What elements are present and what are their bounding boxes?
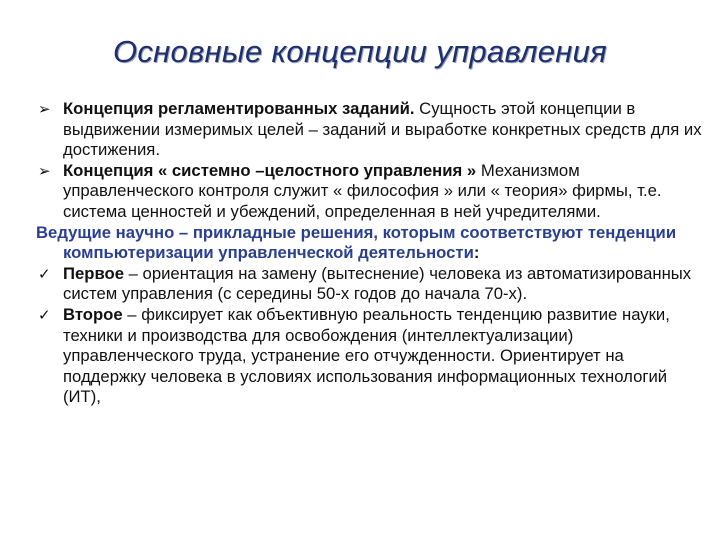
bullet-item-1 bbox=[36, 99, 704, 161]
bullet-item-1-bold: Концепция регламентированных заданий. bbox=[63, 99, 415, 118]
check-item-2-bold: Второе bbox=[63, 304, 123, 324]
section-heading-paragraph bbox=[36, 223, 704, 264]
check-item-1-text: – ориентация на замену (вытеснение) человека из автоматизированных систем управления (с середины 50-х годов до начала 70-х). bbox=[63, 263, 692, 304]
arrow-bullet-icon: ➢ bbox=[38, 161, 51, 180]
bullet-item-2 bbox=[36, 161, 704, 223]
check-bullet-icon: ✓ bbox=[38, 305, 51, 324]
bullet-item-2-text: Механизмом управленческого контроля служит « философия » или « теория» фирмы, т.е. система ценностей и убеждений, определенная в ней учредителями. bbox=[63, 160, 662, 221]
section-heading-colon: : bbox=[473, 243, 480, 263]
check-bullet-icon: ✓ bbox=[38, 264, 51, 283]
check-item-1 bbox=[36, 264, 704, 305]
section-heading-text: Ведущие научно – прикладные решения, которым соответствуют тенденции компьютеризации управленческой деятельности bbox=[36, 222, 677, 263]
arrow-bullet-icon: ➢ bbox=[38, 100, 51, 118]
check-item-1-bold: Первое bbox=[63, 263, 124, 283]
bullet-item-1-text: Сущность этой концепции в выдвижении измеримых целей – заданий и выработке конкретных средств для их достижения. bbox=[63, 99, 702, 160]
bullet-item-2-bold: Концепция « системно –целостного управления » bbox=[63, 160, 477, 180]
check-item-2 bbox=[36, 305, 704, 408]
slide-title: Основные концепции управления bbox=[112, 34, 608, 69]
slide-content bbox=[36, 99, 704, 408]
check-item-2-text: – фиксирует как объективную реальность тенденцию развитие науки, техники и производства для освобождения (интеллектуализации) управленческого труда, устранение его отчужденности. Ориентирует на поддержку человека в условиях использования информационных технологий (ИТ), bbox=[63, 304, 670, 407]
